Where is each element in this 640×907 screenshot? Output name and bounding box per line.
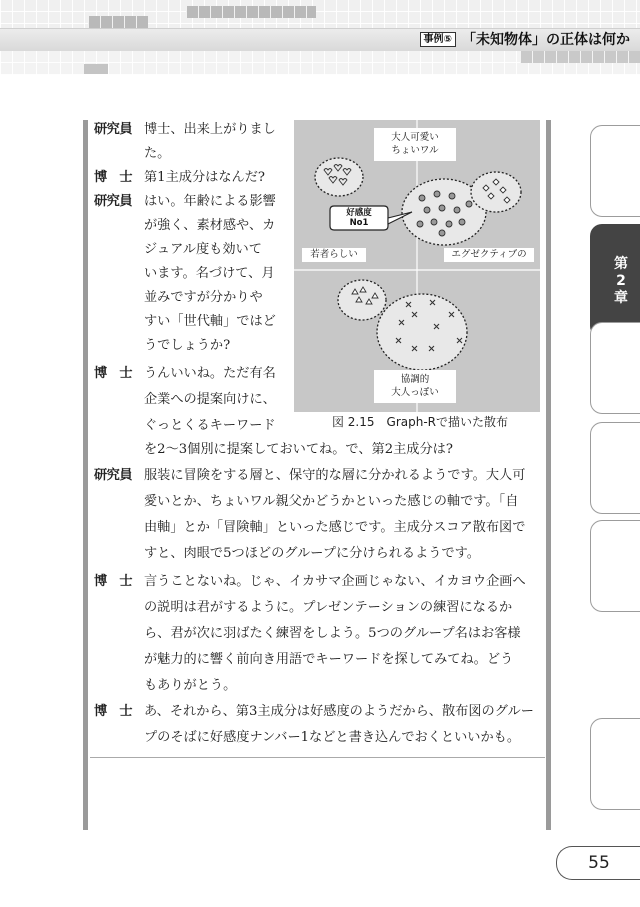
speaker-label: 博 士 bbox=[94, 170, 133, 185]
dialogue-text: 並みですが分かりや bbox=[144, 290, 263, 305]
dialogue-text: 博士、出来上がりまし bbox=[144, 122, 276, 137]
dialogue-text: すと、肉眼で5つほどのグループに分けられるようです。 bbox=[144, 546, 480, 561]
dialogue-text: た。 bbox=[144, 146, 171, 161]
frame-left-rule bbox=[83, 120, 88, 830]
chapter-tab-active[interactable] bbox=[590, 224, 640, 338]
chapter-tab[interactable] bbox=[590, 322, 640, 414]
header-accent-block bbox=[84, 64, 108, 74]
running-header bbox=[420, 29, 630, 49]
frame-bottom-rule bbox=[90, 757, 545, 758]
scatter-figure bbox=[294, 120, 540, 412]
chapter-tab[interactable] bbox=[590, 422, 640, 514]
scatter-plot bbox=[294, 120, 540, 412]
axis-label-right: エグゼクティブの bbox=[444, 248, 534, 262]
case-badge: 事例⑤ bbox=[420, 32, 456, 47]
dialogue-text: ジュアル度も効いて bbox=[144, 242, 262, 257]
speaker-label: 研究員 bbox=[94, 194, 133, 209]
cluster-circle bbox=[338, 280, 386, 320]
chapter-tab-label: 第 bbox=[614, 255, 628, 272]
dialogue-text: うんいいね。ただ有名 bbox=[144, 366, 276, 381]
axis-label-top bbox=[374, 128, 456, 161]
dialogue-text: 服装に冒険をする層と、保守的な層に分かれるようです。大人可 bbox=[144, 468, 526, 483]
speaker-label: 研究員 bbox=[94, 122, 133, 137]
dialogue-text: が強く、素材感や、カ bbox=[144, 218, 276, 233]
header-accent-block bbox=[186, 6, 316, 18]
chapter-tab[interactable] bbox=[590, 125, 640, 217]
dialogue-text: ら、君が次に羽ばたく練習をしよう。5つのグループ名はお客様 bbox=[144, 626, 521, 641]
axis-label-bottom-line: 大人っぽい bbox=[391, 387, 439, 398]
dialogue-text: 企業への提案向けに、 bbox=[144, 392, 276, 407]
callout-text bbox=[332, 208, 386, 228]
cluster-circle bbox=[471, 172, 521, 212]
axis-label-top-line: ちょいワル bbox=[391, 145, 439, 156]
speaker-label: 博 士 bbox=[94, 704, 133, 719]
chapter-tab[interactable] bbox=[590, 718, 640, 810]
dialogue-text: が魅力的に響く前向き用語でキーワードを探してみてね。どう bbox=[144, 652, 514, 667]
dialogue-text: 第1主成分はなんだ? bbox=[144, 170, 265, 185]
dialogue-text: プのそばに好感度ナンバー1などと書き込んでおくといいかも。 bbox=[144, 730, 521, 745]
callout-text-line: No1 bbox=[349, 218, 369, 228]
speaker-label: 研究員 bbox=[94, 468, 133, 483]
running-header-title: 「未知物体」の正体は何か bbox=[462, 32, 630, 48]
dialogue-text: はい。年齢による影響 bbox=[144, 194, 276, 209]
speaker-label: 博 士 bbox=[94, 574, 133, 589]
figure-caption: 図 2.15 Graph-Rで描いた散布 bbox=[331, 415, 508, 429]
chapter-tab-label: 2 bbox=[616, 272, 626, 289]
dialogue-text: 愛いとか、ちょいワル親父かどうかといった感じの軸です。「自 bbox=[144, 494, 519, 509]
cluster-circle bbox=[315, 158, 363, 196]
chapter-tab[interactable] bbox=[590, 520, 640, 612]
dialogue-text: うでしょうか? bbox=[144, 338, 231, 353]
chapter-tab-label: 章 bbox=[614, 289, 628, 306]
axis-label-bottom-line: 協調的 bbox=[400, 374, 430, 385]
dialogue-text: の説明は君がするように。プレゼンテーションの練習になるか bbox=[144, 600, 513, 615]
axis-label-bottom bbox=[374, 370, 456, 403]
dialogue-text: ぐっとくるキーワード bbox=[144, 418, 276, 433]
dialogue-text: います。名づけて、月 bbox=[144, 266, 275, 281]
axis-label-left: 若者らしい bbox=[302, 248, 366, 262]
dialogue-text: あ、それから、第3主成分は好感度のようだから、散布図のグルー bbox=[144, 704, 534, 719]
speaker-label: 博 士 bbox=[94, 366, 133, 381]
frame-right-rule bbox=[546, 120, 551, 830]
page-number: 55 bbox=[556, 846, 640, 880]
dialogue-text: 言うことないね。じゃ、イカサマ企画じゃない、イカヨウ企画へ bbox=[144, 574, 526, 589]
dialogue-text: を2〜3個別に提案しておいてね。で、第2主成分は? bbox=[144, 442, 453, 457]
dialogue-text: 由軸」とか「冒険軸」といった感じです。主成分スコア散布図で bbox=[144, 520, 526, 535]
dialogue-text: もありがとう。 bbox=[144, 678, 237, 693]
cluster-circle bbox=[377, 294, 467, 370]
header-accent-block bbox=[520, 51, 640, 63]
axis-label-top-line: 大人可愛い bbox=[391, 132, 439, 143]
callout-text-line: 好感度 bbox=[346, 208, 372, 218]
dialogue-text: すい「世代軸」ではど bbox=[144, 314, 276, 329]
header-accent-block bbox=[88, 16, 148, 28]
